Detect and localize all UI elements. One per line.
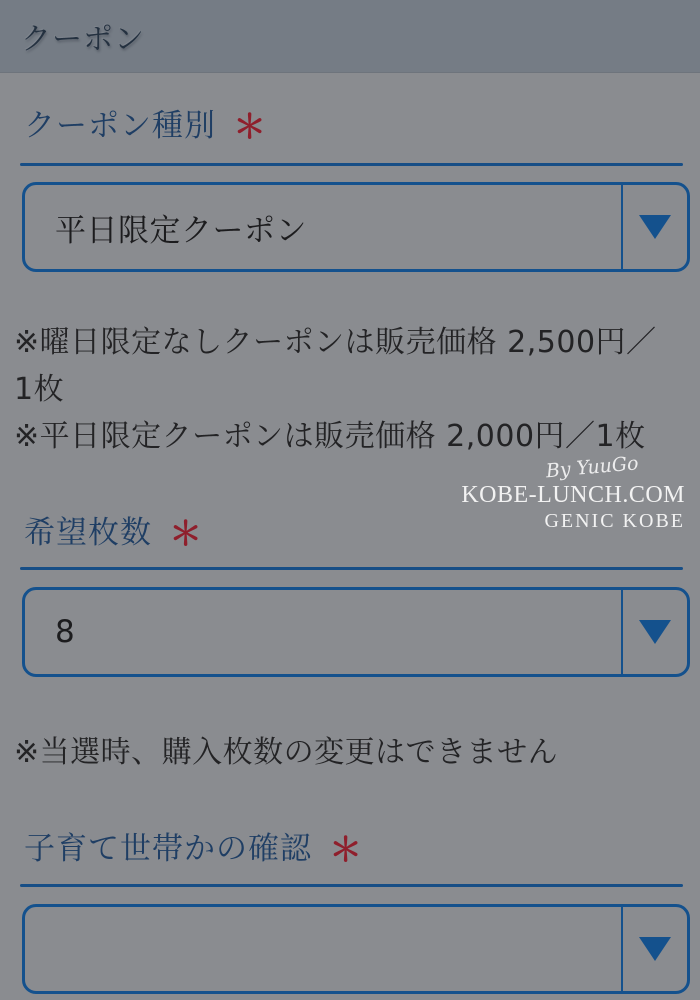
- coupon-type-label-row: [24, 105, 684, 152]
- quantity-select[interactable]: [22, 587, 690, 677]
- quantity-label-row: [24, 512, 684, 559]
- price-notes: [14, 319, 686, 460]
- child-household-label: 子育て世帯かの確認: [24, 831, 312, 867]
- watermark-credit: GENIC KOBE: [544, 510, 685, 532]
- required-asterisk: ＊: [233, 107, 267, 146]
- form-content: [0, 105, 700, 994]
- note-quantity-change: ※当選時、購入枚数の変更はできません: [14, 735, 559, 770]
- field-quantity: [0, 512, 700, 677]
- coupon-type-value: 平日限定クーポン: [55, 212, 307, 249]
- field-coupon-type: [0, 105, 700, 272]
- dropdown-arrow-icon: [639, 215, 671, 239]
- dropdown-arrow-icon: [639, 937, 671, 961]
- coupon-type-select[interactable]: [22, 182, 690, 272]
- page-header: [0, 0, 700, 73]
- watermark-site: KOBE-LUNCH.COM: [461, 482, 685, 508]
- quantity-note: [14, 729, 686, 776]
- note-price-no-day-limit-wrap: 1枚: [14, 372, 65, 407]
- note-price-weekday: ※平日限定クーポンは販売価格 2,000円／1枚: [14, 419, 646, 454]
- field-underline: [20, 163, 683, 166]
- coupon-type-arrow-zone: [621, 185, 687, 269]
- child-household-arrow-zone: [621, 907, 687, 991]
- note-price-no-day-limit: ※曜日限定なしクーポンは販売価格 2,500円／: [14, 325, 657, 360]
- quantity-value: 8: [55, 614, 76, 650]
- quantity-label: 希望枚数: [24, 515, 152, 551]
- page-title: クーポン: [21, 22, 145, 57]
- required-asterisk: ＊: [169, 514, 203, 553]
- field-underline: [20, 884, 683, 887]
- field-underline: [20, 567, 683, 570]
- child-household-label-row: [24, 828, 684, 875]
- watermark-signature: By YuuGo: [545, 452, 640, 483]
- child-household-select[interactable]: [22, 904, 690, 994]
- quantity-arrow-zone: [621, 590, 687, 674]
- coupon-type-label: クーポン種別: [24, 108, 216, 144]
- child-household-value: [25, 907, 621, 991]
- field-child-household: [0, 828, 700, 994]
- required-asterisk: ＊: [329, 830, 363, 869]
- dropdown-arrow-icon: [639, 620, 671, 644]
